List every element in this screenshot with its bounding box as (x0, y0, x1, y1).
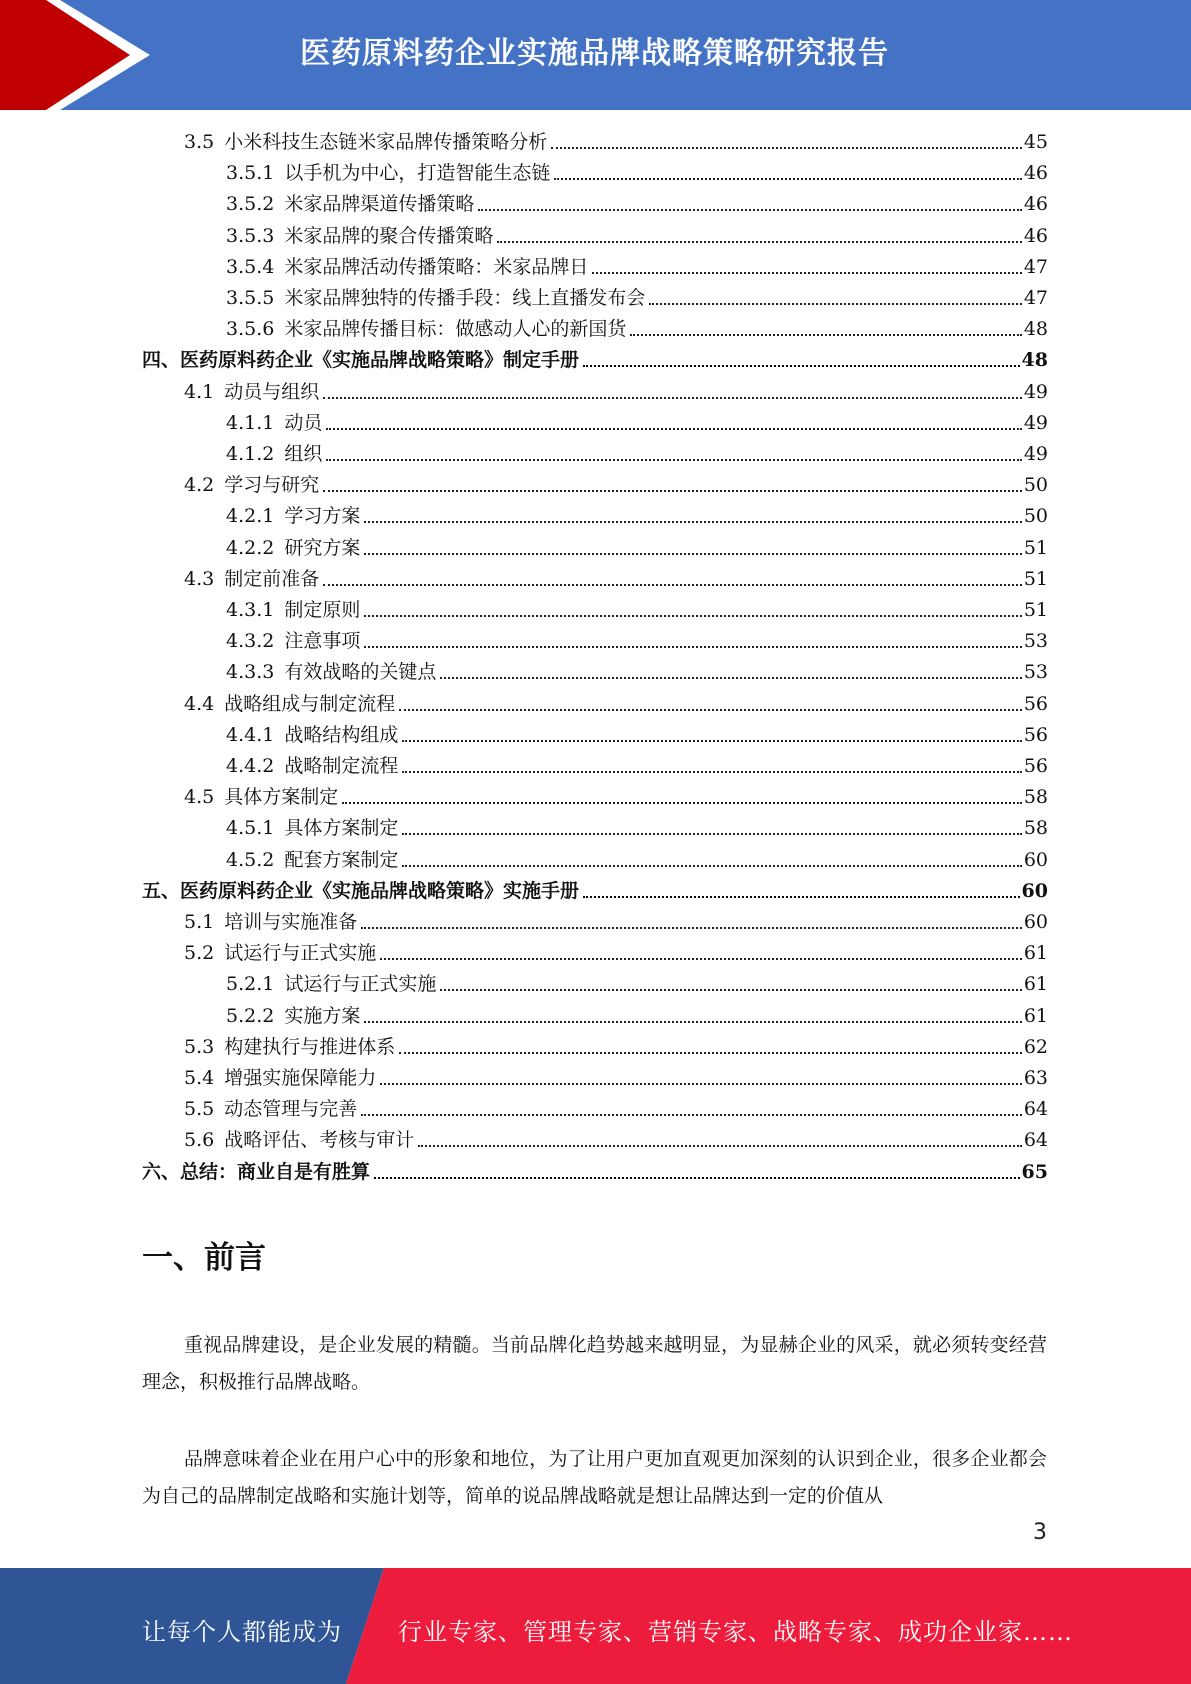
toc-entry-label (226, 189, 474, 219)
toc-chapter-entry[interactable] (142, 1157, 1048, 1187)
toc-page-number: 60 (1023, 848, 1048, 871)
toc-entry-text: 战略结构组成 (284, 723, 399, 746)
toc-page-number: 46 (1023, 224, 1048, 247)
toc-entry[interactable] (184, 689, 1048, 719)
toc-entry-label (226, 252, 588, 282)
toc-leader-dots (364, 521, 1021, 523)
toc-entry-text: 具体方案制定 (284, 817, 399, 840)
footer-slogan-right: 行业专家、管理专家、营销专家、战略专家、成功企业家…… (398, 1618, 1073, 1646)
toc-entry-label (226, 720, 398, 750)
toc-entry-text: 六、总结：商业自是有胜算 (142, 1160, 371, 1183)
toc-entry-text: 米家品牌渠道传播策略 (284, 193, 475, 216)
toc-entry-text: 试运行与正式实施 (284, 973, 437, 996)
toc-entry[interactable] (226, 969, 1048, 999)
toc-page-number: 48 (1023, 318, 1048, 341)
toc-entry-text: 战略制定流程 (284, 755, 399, 777)
toc-entry[interactable] (184, 377, 1048, 407)
toc-entry[interactable] (226, 845, 1048, 875)
toc-entry-number: 4.4.2 (226, 755, 275, 777)
toc-leader-dots (440, 677, 1021, 679)
toc-leader-dots (364, 646, 1021, 648)
toc-leader-dots (583, 365, 1020, 367)
toc-entry-number: 4.1.2 (226, 443, 275, 465)
toc-page-number: 47 (1023, 255, 1048, 278)
toc-page-number: 49 (1023, 411, 1048, 434)
toc-entry[interactable] (226, 751, 1048, 781)
toc-entry[interactable] (226, 501, 1048, 531)
toc-entry-number: 3.5.2 (226, 193, 275, 216)
header-band (0, 0, 1191, 110)
toc-page-number: 64 (1023, 1129, 1048, 1152)
toc-entry-text: 动态管理与完善 (224, 1098, 358, 1121)
toc-page-number: 46 (1023, 162, 1048, 185)
toc-entry[interactable] (184, 1125, 1048, 1155)
toc-entry-label (184, 1094, 357, 1124)
toc-leader-dots (402, 865, 1021, 867)
toc-leader-dots (361, 1114, 1022, 1116)
toc-entry[interactable] (184, 1094, 1048, 1124)
toc-entry-label (226, 813, 398, 843)
toc-entry[interactable] (226, 283, 1048, 313)
toc-entry-number: 5.5 (184, 1098, 215, 1121)
toc-page-number: 56 (1023, 755, 1048, 777)
toc-entry[interactable] (184, 127, 1048, 157)
toc-leader-dots (402, 740, 1021, 742)
footer-slogan-left: 让每个人都能成为 (142, 1618, 342, 1646)
toc-entry[interactable] (226, 626, 1048, 656)
toc-entry[interactable] (226, 1001, 1048, 1031)
toc-entry-number: 4.5 (184, 786, 215, 809)
toc-entry-number: 4.1.1 (226, 411, 275, 434)
toc-leader-dots (551, 147, 1022, 149)
toc-entry-label (184, 127, 547, 157)
toc-entry-text: 五、医药原料药企业《实施品牌战略策略》实施手册 (142, 879, 580, 902)
toc-page-number: 63 (1023, 1067, 1048, 1089)
toc-entry-number: 5.3 (184, 1035, 215, 1058)
toc-page-number: 56 (1023, 723, 1048, 746)
toc-entry-number: 4.3.2 (226, 630, 275, 653)
toc-leader-dots (399, 709, 1022, 711)
toc-entry-label (226, 845, 398, 875)
header-chevron-decoration (0, 0, 160, 110)
toc-entry-text: 以手机为中心，打造智能生态链 (284, 162, 551, 185)
toc-leader-dots (364, 615, 1021, 617)
toc-leader-dots (323, 397, 1022, 399)
toc-entry-label (142, 876, 579, 906)
toc-entry[interactable] (226, 189, 1048, 219)
toc-entry-number: 5.2.1 (226, 973, 275, 996)
toc-page-number: 50 (1023, 505, 1048, 528)
toc-page-number: 51 (1023, 536, 1048, 559)
toc-entry-label (184, 689, 395, 719)
toc-entry-number: 4.3.3 (226, 661, 275, 684)
toc-page-number: 50 (1023, 474, 1048, 497)
toc-page-number: 64 (1023, 1098, 1048, 1121)
toc-entry[interactable] (226, 158, 1048, 188)
toc-entry-number: 4.2.2 (226, 536, 275, 559)
toc-leader-dots (497, 241, 1021, 243)
toc-entry-label (142, 345, 579, 375)
toc-entry-text: 有效战略的关键点 (284, 661, 437, 684)
toc-entry-label (226, 751, 398, 781)
toc-page-number: 62 (1023, 1035, 1048, 1058)
toc-entry-text: 战略组成与制定流程 (224, 692, 396, 715)
toc-entry-label (226, 657, 436, 687)
toc-leader-dots (342, 802, 1022, 804)
toc-page-number: 61 (1023, 973, 1048, 996)
toc-entry-number: 3.5.1 (226, 162, 275, 185)
toc-entry-number: 4.5.2 (226, 848, 275, 871)
toc-page-number: 58 (1023, 786, 1048, 809)
toc-entry-label (226, 626, 360, 656)
toc-entry-text: 研究方案 (284, 536, 361, 559)
toc-entry-text: 米家品牌活动传播策略：米家品牌日 (284, 255, 589, 278)
toc-entry-label (226, 533, 360, 563)
toc-entry-label (184, 377, 319, 407)
toc-entry-text: 制定原则 (284, 599, 361, 621)
toc-entry-label (226, 408, 322, 438)
toc-entry-text: 实施方案 (284, 1004, 361, 1027)
toc-entry-text: 四、医药原料药企业《实施品牌战略策略》制定手册 (142, 349, 580, 372)
paragraph: 品牌意味着企业在用户心中的形象和地位，为了让用户更加直观更加深刻的认识到企业，很多企业都会为自己的品牌制定战略和实施计划等，简单的说品牌战略就是想让品牌达到一定的价值从 (142, 1448, 1047, 1507)
toc-page-number: 53 (1023, 630, 1048, 653)
toc-entry-text: 培训与实施准备 (224, 911, 358, 933)
toc-entry-label (184, 470, 319, 500)
toc-entry-text: 注意事项 (284, 630, 361, 653)
toc-entry-label (142, 1157, 370, 1187)
toc-entry-number: 3.5.3 (226, 224, 275, 247)
toc-entry-label (226, 439, 322, 469)
toc-leader-dots (402, 771, 1021, 773)
toc-leader-dots (361, 927, 1022, 929)
toc-entry[interactable] (184, 907, 1048, 937)
toc-leader-dots (323, 490, 1022, 492)
toc-entry[interactable] (184, 1032, 1048, 1062)
toc-leader-dots (418, 1145, 1022, 1147)
toc-chapter-entry[interactable] (142, 876, 1048, 906)
toc-entry-label (226, 158, 550, 188)
toc-entry-text: 具体方案制定 (224, 786, 339, 809)
toc-page-number: 61 (1023, 1004, 1048, 1027)
toc-leader-dots (402, 833, 1021, 835)
toc-entry-number: 4.4.1 (226, 723, 275, 746)
toc-entry-number: 4.3 (184, 567, 215, 590)
toc-page-number: 58 (1023, 817, 1048, 840)
toc-entry[interactable] (184, 564, 1048, 594)
toc-entry-number: 5.6 (184, 1129, 215, 1152)
toc-leader-dots (364, 553, 1021, 555)
toc-page-number: 45 (1023, 131, 1048, 153)
toc-entry-text: 小米科技生态链米家品牌传播策略分析 (224, 131, 548, 153)
toc-entry-text: 米家品牌独特的传播手段：线上直播发布会 (284, 287, 646, 309)
toc-entry-label (184, 938, 376, 968)
toc-entry-label (226, 314, 626, 344)
toc-entry-text: 动员与组织 (224, 380, 320, 403)
toc-page-number: 60 (1021, 879, 1048, 902)
toc-entry-label (226, 283, 645, 313)
toc-entry-text: 组织 (284, 443, 323, 465)
toc-entry-text: 试运行与正式实施 (224, 942, 377, 965)
toc-entry-label (184, 1063, 376, 1093)
toc-page-number: 60 (1023, 911, 1048, 933)
toc-entry-label (184, 782, 338, 812)
toc-leader-dots (380, 1083, 1022, 1085)
toc-entry-text: 制定前准备 (224, 567, 320, 590)
toc-page-number: 65 (1021, 1160, 1048, 1183)
toc-entry[interactable] (226, 595, 1048, 625)
toc-entry-text: 配套方案制定 (284, 848, 399, 871)
toc-entry[interactable] (226, 439, 1048, 469)
toc-entry[interactable] (226, 221, 1048, 251)
toc-leader-dots (364, 1021, 1021, 1023)
toc-entry-text: 动员 (284, 411, 323, 434)
toc-entry-label (184, 1032, 395, 1062)
toc-entry-number: 3.5.6 (226, 318, 275, 341)
toc-entry[interactable] (226, 533, 1048, 563)
toc-chapter-entry[interactable] (142, 345, 1048, 375)
section-heading: 一、前言 (142, 1240, 266, 1276)
toc-entry-number: 5.1 (184, 911, 215, 933)
toc-entry-number: 4.2.1 (226, 505, 275, 528)
toc-leader-dots (326, 428, 1021, 430)
toc-entry[interactable] (226, 252, 1048, 282)
report-title: 医药原料药企业实施品牌战略策略研究报告 (300, 36, 889, 71)
toc-leader-dots (323, 584, 1022, 586)
toc-leader-dots (649, 303, 1021, 305)
toc-entry-text: 学习方案 (284, 505, 361, 528)
footer-banner (0, 1568, 1191, 1684)
toc-entry-label (226, 501, 360, 531)
toc-entry-text: 增强实施保障能力 (224, 1067, 377, 1089)
toc-entry-label (226, 1001, 360, 1031)
toc-page-number: 51 (1023, 567, 1048, 590)
toc-page-number: 61 (1023, 942, 1048, 965)
toc-entry[interactable] (226, 314, 1048, 344)
toc-entry[interactable] (226, 657, 1048, 687)
toc-leader-dots (399, 1052, 1022, 1054)
toc-entry-number: 4.1 (184, 380, 215, 403)
toc-entry-number: 5.4 (184, 1067, 215, 1089)
toc-entry-label (184, 564, 319, 594)
toc-entry[interactable] (226, 813, 1048, 843)
toc-entry-number: 5.2 (184, 942, 215, 965)
toc-leader-dots (326, 459, 1021, 461)
toc-entry-label (226, 221, 493, 251)
toc-leader-dots (554, 178, 1021, 180)
toc-page-number: 56 (1023, 692, 1048, 715)
toc-entry-number: 4.3.1 (226, 599, 275, 621)
toc-page-number: 51 (1023, 599, 1048, 621)
toc-page-number: 47 (1023, 287, 1048, 309)
toc-entry-text: 米家品牌传播目标：做感动人心的新国货 (284, 318, 627, 341)
toc-entry-label (184, 907, 357, 937)
toc-leader-dots (583, 896, 1020, 898)
paragraph: 重视品牌建设，是企业发展的精髓。当前品牌化趋势越来越明显，为显赫企业的风采，就必须转变经营理念，积极推行品牌战略。 (142, 1334, 1047, 1393)
toc-page-number: 49 (1023, 443, 1048, 465)
toc-entry[interactable] (184, 782, 1048, 812)
toc-entry[interactable] (184, 470, 1048, 500)
toc-entry-text: 构建执行与推进体系 (224, 1035, 396, 1058)
toc-entry-label (184, 1125, 414, 1155)
toc-page-number: 53 (1023, 661, 1048, 684)
toc-entry-number: 4.4 (184, 692, 215, 715)
page-number: 3 (1033, 1520, 1047, 1545)
toc-leader-dots (374, 1177, 1020, 1179)
toc-page-number: 46 (1023, 193, 1048, 216)
toc-leader-dots (592, 272, 1021, 274)
toc-page-number: 48 (1021, 349, 1048, 372)
toc-entry-number: 4.2 (184, 474, 215, 497)
toc-entry-number: 4.5.1 (226, 817, 275, 840)
toc-entry-number: 5.2.2 (226, 1004, 275, 1027)
toc-entry-text: 战略评估、考核与审计 (224, 1129, 415, 1152)
toc-entry[interactable] (226, 408, 1048, 438)
toc-leader-dots (478, 209, 1021, 211)
toc-leader-dots (380, 958, 1022, 960)
toc-leader-dots (440, 989, 1021, 991)
toc-entry-label (226, 969, 436, 999)
toc-entry-number: 3.5 (184, 131, 215, 153)
toc-entry-label (226, 595, 360, 625)
toc-entry-text: 学习与研究 (224, 474, 320, 497)
toc-leader-dots (630, 334, 1021, 336)
toc-entry-number: 3.5.4 (226, 255, 275, 278)
toc-entry[interactable] (184, 938, 1048, 968)
toc-page-number: 49 (1023, 380, 1048, 403)
toc-entry[interactable] (226, 720, 1048, 750)
toc-entry-number: 3.5.5 (226, 287, 275, 309)
toc-entry[interactable] (184, 1063, 1048, 1093)
toc-entry-text: 米家品牌的聚合传播策略 (284, 224, 494, 247)
